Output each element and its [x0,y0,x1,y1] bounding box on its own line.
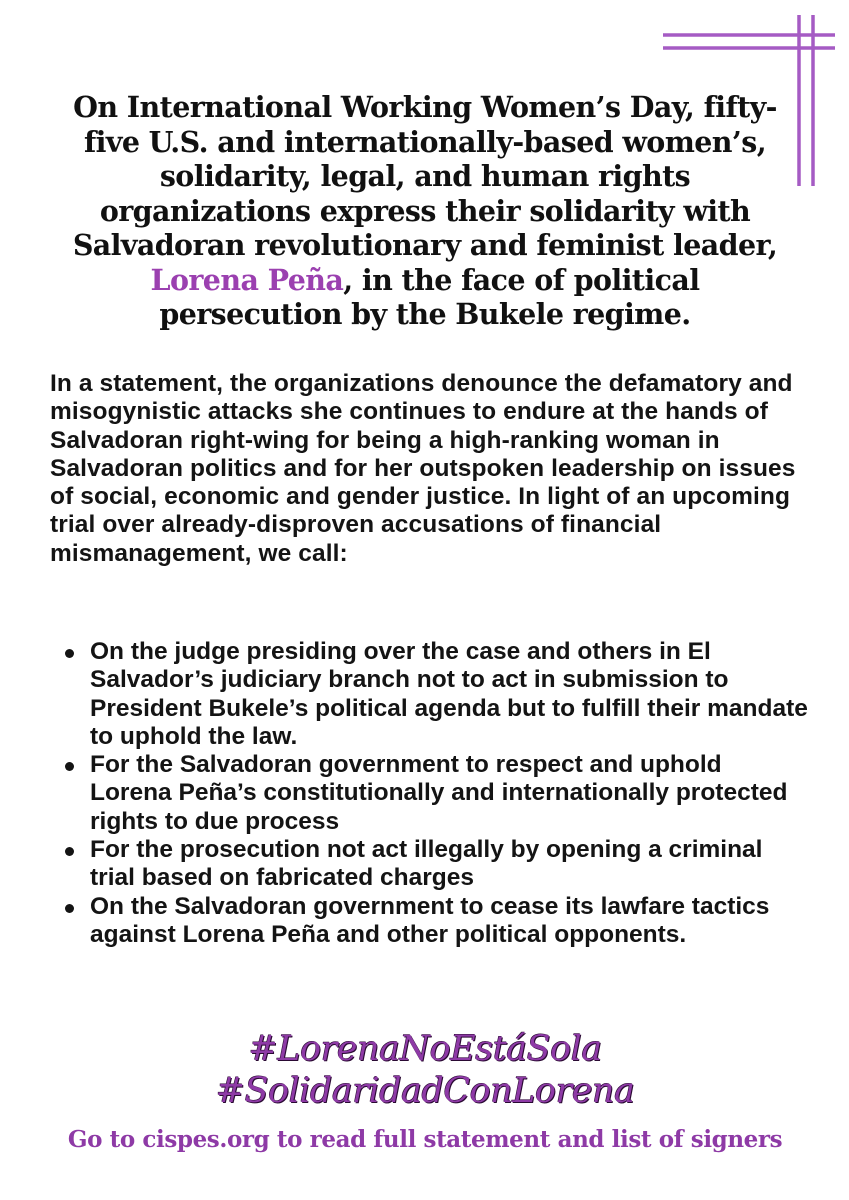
demand-item [50,836,810,893]
demand-item [50,893,810,950]
demands-list [50,638,810,949]
bullet-dot-icon [65,904,74,913]
bullet-dot-icon [65,649,74,658]
demand-item [50,638,810,751]
demand-text: On the Salvadoran government to cease its lawfare tactics against Lorena Peña and other political opponents. [90,892,770,948]
demand-text: For the Salvadoran government to respect and uphold Lorena Peña’s constitutionally and internationally protected rights to due process [90,751,788,835]
bullet-dot-icon [65,762,74,771]
demand-text: For the prosecution not act illegally by opening a criminal trial based on fabricated charges [90,836,763,892]
footer-call-to-action: Go to cispes.org to read full statement and list of signers [67,1126,783,1153]
headline-name-highlight: Lorena Peña [150,262,344,297]
headline [60,90,790,332]
hashtag-solidaridad-con-lorena: #SolidaridadConLorena [215,1071,635,1111]
bullet-dot-icon [65,847,74,856]
demand-text: On the judge presiding over the case and others in El Salvador’s judiciary branch not to act in submission to President Bukele’s political agenda but to fulfill their mandate to uphold the law. [90,638,808,750]
intro-paragraph: In a statement, the organizations denounce the defamatory and misogynistic attacks she continues to endure at the hands of Salvadoran right-wing for being a high-ranking woman in Salvadoran politics and for her outspoken leadership on issues of social, economic and gender justice. In light of an upcoming trial over already-disproven accusations of financial mismanagement, we call: [50,370,796,567]
hashtag-lorena-no-esta-sola: #LorenaNoEstáSola [248,1029,602,1069]
demand-item [50,751,810,836]
hashtags [40,1028,810,1112]
headline-text-after: , in the face of political persecution by the Bukele regime. [159,262,700,331]
headline-text-before: On International Working Women’s Day, fifty-five U.S. and internationally-based women’s, solidarity, legal, and human rights organizations express their solidarity with Salvadoran revolutionary and feminist leader, [72,90,778,262]
